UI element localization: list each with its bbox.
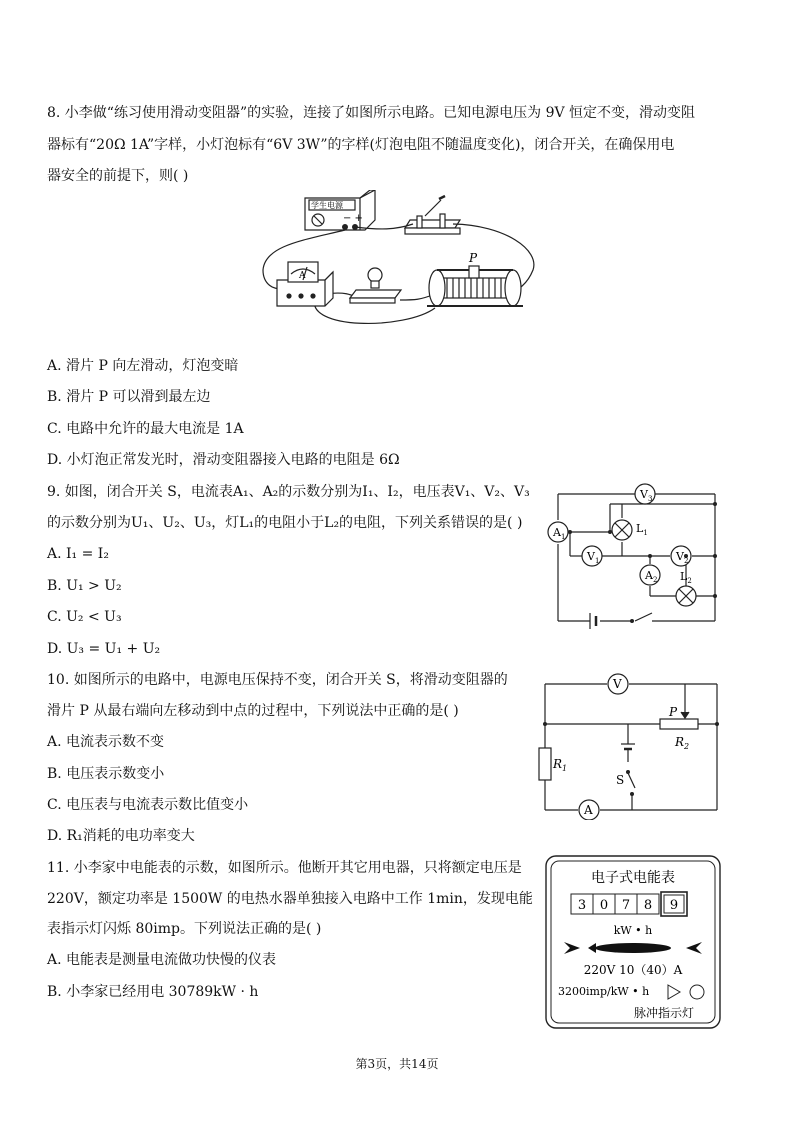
q10-option-d: D. R₁消耗的电功率变大 <box>47 828 195 844</box>
l2-label: L <box>680 570 688 583</box>
svg-text:L2: $L_2$ <box>680 570 692 585</box>
meter-digit-5: 9 <box>669 898 679 913</box>
q10-stem-line1: 10. 如图所示的电路中，电源电压保持不变，闭合开关 S，将滑动变阻器的 <box>47 672 508 688</box>
q8-circuit-figure <box>255 190 545 335</box>
a2-label: A <box>645 569 653 582</box>
q9-option-c: C. U₂ < U₃ <box>47 609 122 625</box>
q11-stem-line1: 11. 小李家中电能表的示数，如图所示。他断开其它用电器，只将额定电压是 <box>47 860 522 876</box>
svg-text:R2: $R_2$ <box>675 735 690 751</box>
v3-label: V <box>640 488 648 501</box>
svg-text:A1: $A_1$ <box>553 526 566 541</box>
q9-circuit-figure <box>540 482 730 632</box>
q10-stem-line2: 滑片 P 从最右端向左移动到中点的过程中，下列说法中正确的是( ) <box>47 703 459 719</box>
q8-option-b: B. 滑片 P 可以滑到最左边 <box>47 389 211 405</box>
q8-stem-line3: 器安全的前提下，则( ) <box>47 168 189 184</box>
v2-label: V <box>676 550 684 563</box>
svg-text:V2: $V_2$ <box>676 550 689 565</box>
meter-digit-1: 3 <box>577 898 587 913</box>
svg-text:R1: $R_1$ <box>553 757 568 773</box>
meter-rating: 220V 10（40）A <box>583 963 683 977</box>
q8-option-c: C. 电路中允许的最大电流是 1A <box>47 421 244 437</box>
meter-imp: 3200imp/kW • h <box>558 985 650 998</box>
svg-text:A2: $A_2$ <box>645 569 658 584</box>
meter-pulse-label: 脉冲指示灯 <box>634 1006 695 1020</box>
q9-stem-line1: 9. 如图，闭合开关 S，电流表A₁、A₂的示数分别为I₁、I₂，电压表V₁、V₂、V₃ <box>47 484 530 500</box>
q11-energy-meter-figure <box>544 854 724 1031</box>
ammeter-label: A <box>299 271 306 281</box>
q11-option-b: B. 小李家已经用电 30789kW · h <box>47 984 259 1000</box>
q10-s-label: S <box>616 773 625 787</box>
q8-stem-line2: 器标有“20Ω 1A”字样，小灯泡标有“6V 3W”的字样(灯泡电阻不随温度变化)，闭合开关，在确保用电 <box>47 137 675 153</box>
svg-text:V3: $V_3$ <box>640 488 653 503</box>
q11-stem-line3: 表指示灯闪烁 80imp。下列说法正确的是( ) <box>47 921 322 937</box>
q10-p-label: P <box>669 705 678 719</box>
r1-label: R <box>553 757 563 771</box>
meter-digit-4: 8 <box>643 898 653 913</box>
meter-digit-3: 7 <box>621 898 631 913</box>
svg-text:− +: − + <box>343 213 363 224</box>
q10-option-c: C. 电压表与电流表示数比值变小 <box>47 797 249 813</box>
q10-option-b: B. 电压表示数变小 <box>47 766 165 782</box>
q9-option-a: A. I₁ = I₂ <box>47 546 109 562</box>
meter-title: 电子式电能表 <box>591 870 675 886</box>
r2-label: R <box>675 735 685 749</box>
a1-label: A <box>553 526 561 539</box>
svg-text:L1: $L_1$ <box>636 522 648 537</box>
q9-option-d: D. U₃ = U₁ + U₂ <box>47 641 161 657</box>
q9-stem-line2: 的示数分别为U₁、U₂、U₃，灯L₁的电阻小于L₂的电阻，下列关系错误的是( ) <box>47 515 523 531</box>
q8-option-d: D. 小灯泡正常发光时，滑动变阻器接入电路的电阻是 6Ω <box>47 452 400 468</box>
q11-option-a: A. 电能表是测量电流做功快慢的仪表 <box>47 952 277 968</box>
meter-digit-2: 0 <box>599 898 609 913</box>
q8-stem-line1: 8. 小李做“练习使用滑动变阻器”的实验，连接了如图所示电路。已知电源电压为 9V 恒定不变，滑动变阻 <box>47 105 696 121</box>
power-supply-label: 学生电源 <box>311 201 343 210</box>
v1-label: V <box>587 550 595 563</box>
q11-stem-line2: 220V，额定功率是 1500W 的电热水器单独接入电路中工作 1min，发现电能 <box>47 891 533 907</box>
meter-unit: kW • h <box>613 924 653 937</box>
q8-option-a: A. 滑片 P 向左滑动，灯泡变暗 <box>47 358 239 374</box>
q10-circuit-figure <box>535 670 725 820</box>
q10-v-label: V <box>613 677 622 691</box>
q9-option-b: B. U₁ > U₂ <box>47 578 122 594</box>
page-footer: 第3页，共14页 <box>355 1057 439 1071</box>
l1-label: L <box>636 522 644 535</box>
slider-label: P <box>469 251 478 265</box>
q10-a-label: A <box>584 803 593 817</box>
q10-option-a: A. 电流表示数不变 <box>47 734 165 750</box>
svg-text:V1: $V_1$ <box>587 550 600 565</box>
